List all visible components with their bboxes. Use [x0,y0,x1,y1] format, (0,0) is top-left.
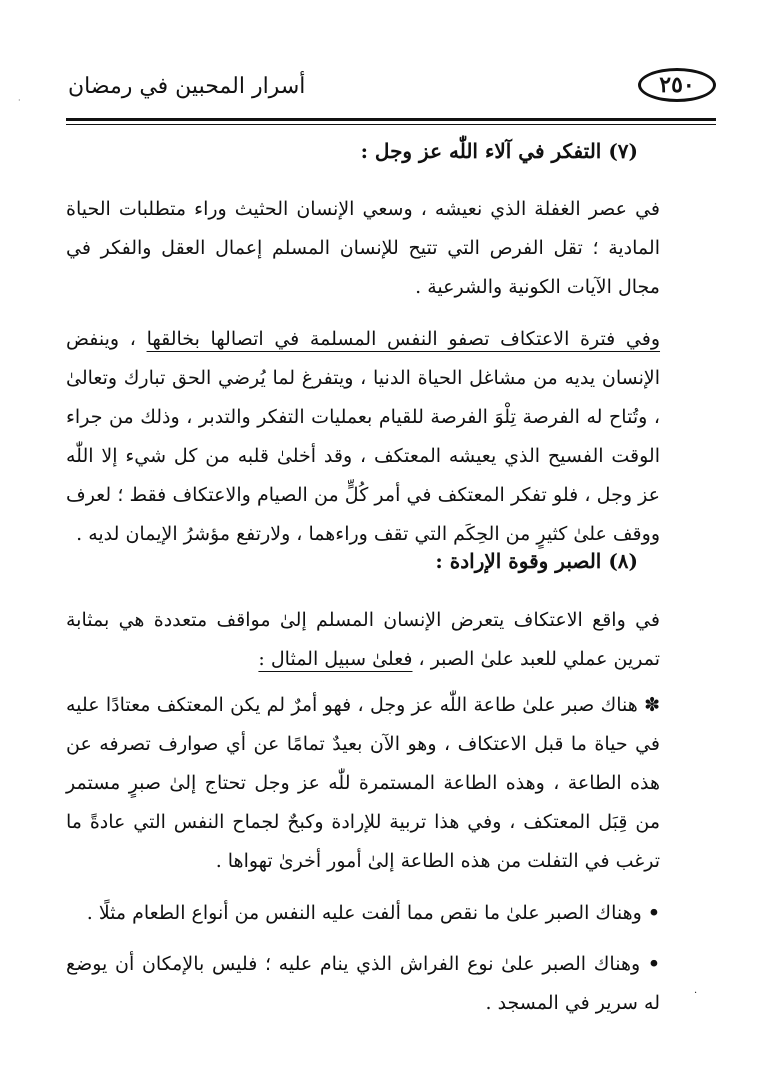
page-number: ٢٥٠ [638,68,716,102]
bullet-icon: • [647,902,660,924]
bullet-icon: • [647,953,660,975]
header-rule-thin [66,124,716,125]
page-header [58,66,716,114]
paragraph-continuation: ، وينفض الإنسان يديه من مشاغل الحياة الدنيا ، ويتفرغ لما يُرضي الحق تبارك وتعالىٰ ، وتُتاح له الفرصة تِلْوَ الفرصة للقيام بعمليات التفكر والتدبر ، وذلك من جراء الوقت الفسيح الذي يعيشه المعتكف ، وقد أخلىٰ قلبه من كل شيء إلا اللّٰه عز وجل ، فلو تفكر المعتكف في أمر كُلٍّ من الصيام والاعتكاف فقط ؛ لعرف ووقف علىٰ كثيرٍ من الحِكَم التي تقف وراءهما ، ولارتفع مؤشرُ الإيمان لديه . [66,328,660,545]
section-8-heading: (٨) الصبر وقوة الإرادة : [435,549,638,573]
bullet-text: وهناك الصبر علىٰ ما نقص مما ألفت عليه النفس من أنواع الطعام مثلًا . [86,902,642,924]
underlined-phrase: وفي فترة الاعتكاف تصفو النفس المسلمة في اتصالها بخالقها [146,328,661,350]
section-8-paragraph-2: ✽ هناك صبر علىٰ طاعة اللّٰه عز وجل ، فهو أمرٌ لم يكن المعتكف معتادًا عليه في حياة ما قبل الاعتكاف ، وهو الآن بعيدٌ تمامًا عن أي صوارف تصرفه عن هذه الطاعة ، وهذه الطاعة المستمرة للّٰه عز وجل تحتاج إلىٰ صبرٍ مستمر من قِبَل المعتكف ، وفي هذا تربية للإرادة وكبحٌ لجماح النفس التي عادةً ما ترغب في التفلت من هذه الطاعة إلىٰ أمور أخرىٰ تهواها . [66,694,660,872]
paragraph-text: في واقع الاعتكاف يتعرض الإنسان المسلم إلىٰ مواقف متعددة هي بمثابة تمرين عملي للعبد علىٰ الصبر ، [66,609,660,670]
section-7-paragraph-2 [66,320,660,554]
bullet-text: وهناك الصبر علىٰ نوع الفراش الذي ينام عليه ؛ فليس بالإمكان أن يوضع له سرير في المسجد . [66,953,660,1014]
scan-speck: · [18,96,21,105]
section-8-paragraph-1 [66,601,660,679]
scan-speck: · [694,988,698,999]
section-7-heading: (٧) التفكر في آلاء اللّٰه عز وجل : [360,139,638,163]
section-7-paragraph-1: في عصر الغفلة الذي نعيشه ، وسعي الإنسان الحثيث وراء متطلبات الحياة المادية ؛ تقل الفرص التي تتيح للإنسان المسلم إعمال العقل والفكر في مجال الآيات الكونية والشرعية . [66,198,660,298]
header-rule-thick [66,118,716,121]
bullet-item-1 [66,894,660,933]
running-title: أسرار المحبين في رمضان [68,74,306,99]
bullet-item-2 [66,945,660,1023]
underlined-phrase: فعلىٰ سبيل المثال : [258,648,413,670]
